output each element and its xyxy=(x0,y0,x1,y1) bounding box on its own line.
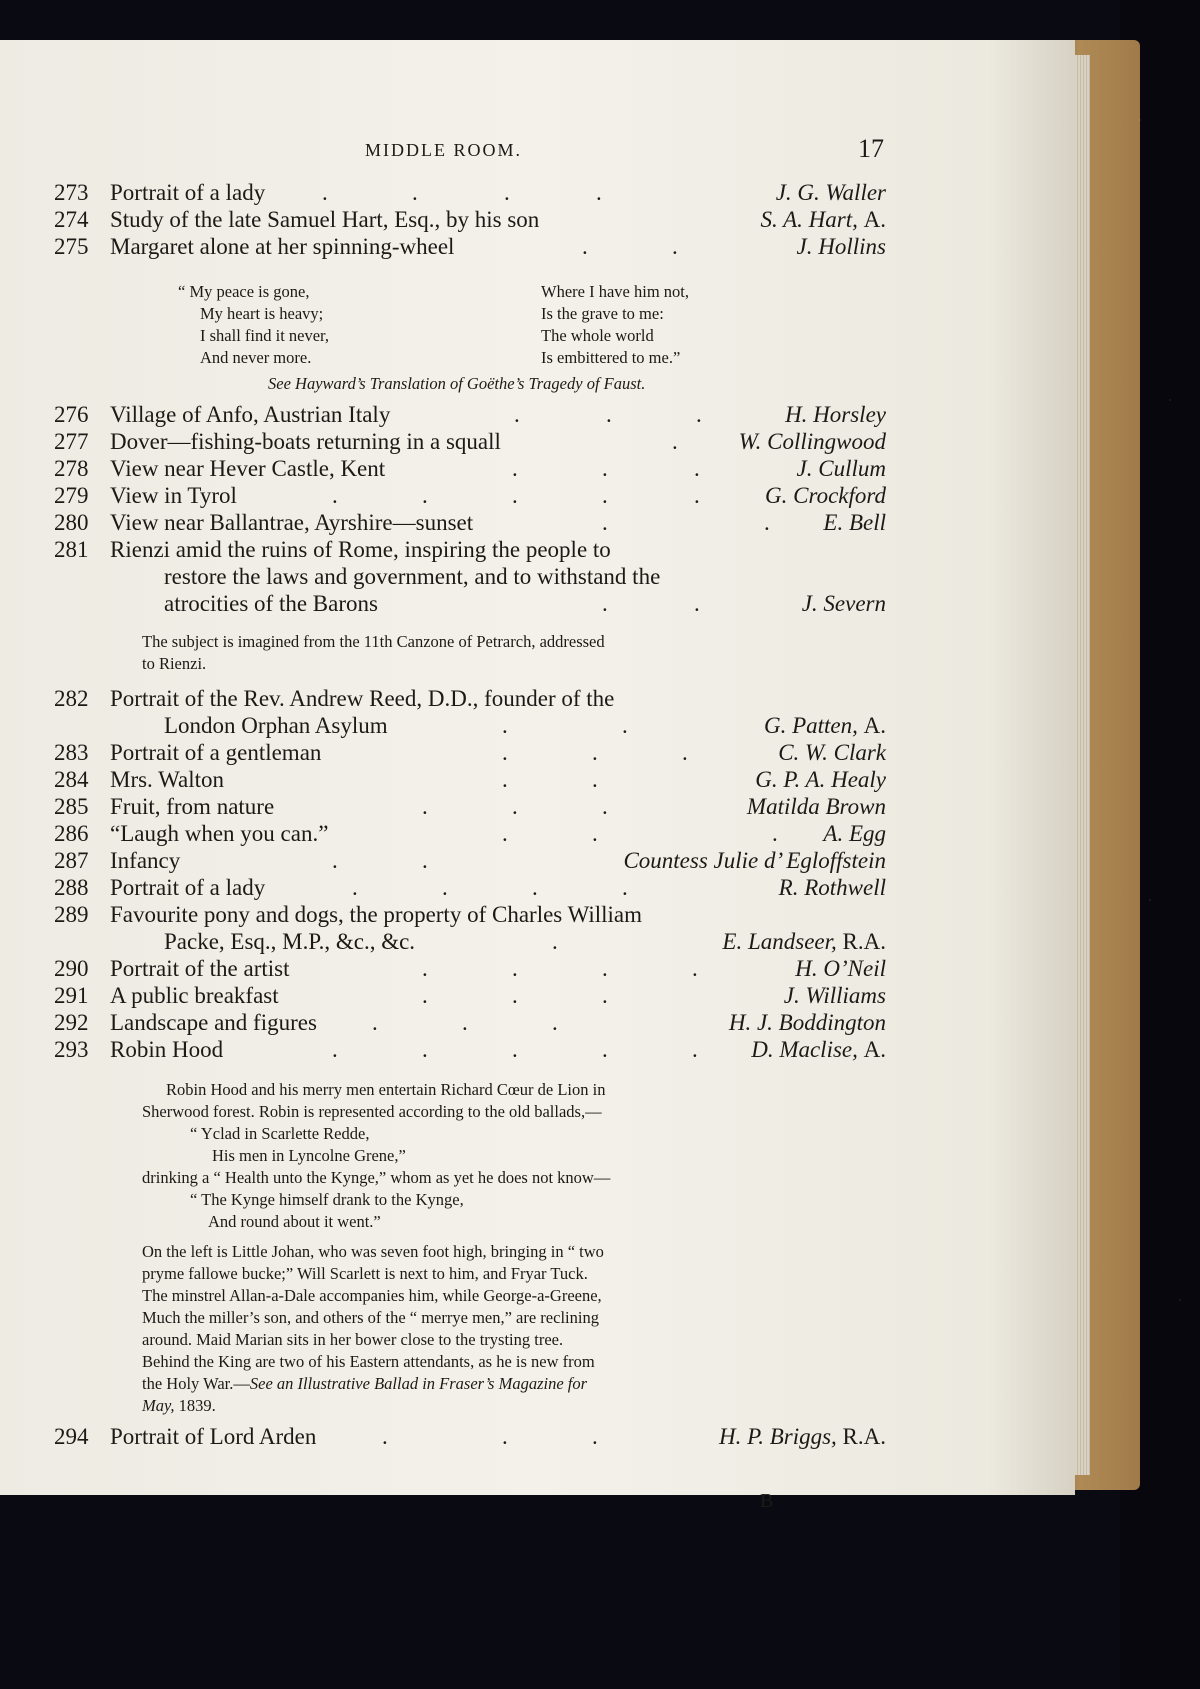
entry-title: Mrs. Walton xyxy=(110,767,225,792)
note-text: the Holy War.— xyxy=(142,1374,250,1393)
note-line: Much the miller’s son, and others of the “ merrye men,” are reclining xyxy=(142,1308,599,1327)
entry-title: View near Hever Castle, Kent xyxy=(110,456,386,481)
entry-artist: H. J. Boddington xyxy=(728,1010,886,1035)
note-line: And round about it went.” xyxy=(208,1212,381,1231)
catalogue-entry: 292 Landscape and figures . . . H. J. Boddington xyxy=(54,1010,886,1035)
entry-number: 276 xyxy=(54,402,89,427)
entry-title: Packe, Esq., M.P., &c., &c. xyxy=(164,929,416,954)
entry-title: atrocities of the Barons xyxy=(164,591,378,616)
catalogue-entry: 288 Portrait of a lady . . . . R. Rothwell xyxy=(54,875,886,900)
catalogue-entry: 277 Dover—fishing-boats returning in a squall . W. Collingwood xyxy=(54,429,886,454)
catalogue-entry xyxy=(54,902,886,930)
entry-artist: J. Hollins xyxy=(796,234,886,259)
note-citation: See an Illustrative Ballad in Fraser’s Magazine for xyxy=(249,1374,588,1393)
catalogue-entry: 284 Mrs. Walton . . G. P. A. Healy xyxy=(54,767,886,792)
entry-number: 291 xyxy=(54,983,89,1008)
academy-suffix: A. xyxy=(863,713,886,738)
entry-artist xyxy=(722,929,886,955)
entry-title: London Orphan Asylum xyxy=(164,713,388,738)
note-text: 1839. xyxy=(174,1396,216,1415)
entry-artist: G. P. A. Healy xyxy=(755,767,886,792)
entry-title: restore the laws and government, and to withstand the xyxy=(164,564,661,589)
entry-title: A public breakfast xyxy=(110,983,279,1008)
entry-number: 280 xyxy=(54,510,89,535)
entry-artist: J. Williams xyxy=(783,983,886,1008)
note-line xyxy=(142,1396,216,1416)
entry-number: 294 xyxy=(54,1424,89,1449)
catalogue-entry: 276 Village of Anfo, Austrian Italy . . . H. Horsley xyxy=(54,402,886,427)
verse-line: I shall find it never, xyxy=(200,326,330,345)
entry-artist: E. Bell xyxy=(823,510,886,535)
note-line: pryme fallowe bucke;” Will Scarlett is next to him, and Fryar Tuck. xyxy=(142,1264,588,1283)
entry-title: Study of the late Samuel Hart, Esq., by his son xyxy=(110,207,540,232)
note-citation: May, xyxy=(142,1396,175,1415)
verse-line: “ My peace is gone, xyxy=(178,282,310,301)
entry-number: 293 xyxy=(54,1037,89,1062)
catalogue-entry: 279 View in Tyrol . . . . . G. Crockford xyxy=(54,483,886,508)
academy-suffix: A. xyxy=(863,1037,886,1062)
entry-number: 278 xyxy=(54,456,89,481)
entry-number: 289 xyxy=(54,902,89,927)
catalogue-entry: 287 Infancy . . Countess Julie d’ Egloffstein xyxy=(54,848,886,873)
note-line: “ Yclad in Scarlette Redde, xyxy=(190,1124,370,1143)
entry-note: The subject is imagined from the 11th Canzone of Petrarch, addressed xyxy=(142,632,605,651)
entry-artist: Countess Julie d’ Egloffstein xyxy=(623,848,886,873)
note-line: Behind the King are two of his Eastern attendants, as he is new from xyxy=(142,1352,595,1371)
catalogue-entry: 293 Robin Hood . . . . . D. Maclise, A. xyxy=(54,1037,886,1062)
catalogue-entry xyxy=(54,686,886,714)
entry-number: 277 xyxy=(54,429,89,454)
entry-artist: J. Severn xyxy=(801,591,886,616)
entry-number: 292 xyxy=(54,1010,89,1035)
verse-line: Is embittered to me.” xyxy=(541,348,681,367)
note-line: drinking a “ Health unto the Kynge,” whom as yet he does not know— xyxy=(142,1168,611,1187)
artist-name: E. Landseer, xyxy=(722,929,837,954)
note-line: Sherwood forest. Robin is represented according to the old ballads,— xyxy=(142,1102,602,1121)
entry-title: Infancy xyxy=(110,848,181,873)
book-page xyxy=(0,40,1075,1512)
catalogue-entry xyxy=(54,537,886,565)
entry-artist xyxy=(719,1424,886,1450)
entry-artist xyxy=(761,207,886,233)
catalogue-entry-continued: Packe, Esq., M.P., &c., &c. . E. Landseer, R.A. xyxy=(164,929,886,954)
catalogue-entry: 283 Portrait of a gentleman . . . C. W. Clark xyxy=(54,740,886,765)
entry-title: Landscape and figures xyxy=(110,1010,317,1035)
artist-name: H. P. Briggs, xyxy=(719,1424,837,1449)
entry-title: Portrait of Lord Arden xyxy=(110,1424,317,1449)
verse-line: My heart is heavy; xyxy=(200,304,324,323)
entry-title: Portrait of the Rev. Andrew Reed, D.D., founder of the xyxy=(110,686,615,711)
entry-title: Portrait of a lady xyxy=(110,875,266,900)
entry-title: Dover—fishing-boats returning in a squall xyxy=(110,429,501,454)
entry-number: 283 xyxy=(54,740,89,765)
artist-name: S. A. Hart, xyxy=(760,207,858,232)
entry-title: Portrait of a gentleman xyxy=(110,740,322,765)
catalogue-entry-continued xyxy=(54,564,886,592)
entry-number: 274 xyxy=(54,207,89,232)
note-line: The minstrel Allan-a-Dale accompanies him, while George-a-Greene, xyxy=(142,1286,602,1305)
entry-number: 284 xyxy=(54,767,89,792)
entry-artist: C. W. Clark xyxy=(778,740,886,765)
catalogue-entry: 273 Portrait of a lady . . . . J. G. Waller xyxy=(54,180,886,205)
entry-artist: R. Rothwell xyxy=(778,875,886,900)
verse-line: The whole world xyxy=(541,326,654,345)
entry-artist: A. Egg xyxy=(823,821,886,846)
entry-title: “Laugh when you can.” xyxy=(110,821,329,846)
catalogue-entry: 294 Portrait of Lord Arden . . . H. P. Briggs, R.A. xyxy=(54,1424,886,1449)
signature-mark: B xyxy=(760,1490,774,1512)
entry-title: View in Tyrol xyxy=(110,483,237,508)
entry-number: 287 xyxy=(54,848,89,873)
note-line xyxy=(142,1374,587,1394)
catalogue-entry xyxy=(54,207,886,235)
entry-artist xyxy=(751,1037,886,1063)
artist-name: G. Patten, xyxy=(763,713,858,738)
note-line: On the left is Little Johan, who was seven foot high, bringing in “ two xyxy=(142,1242,604,1261)
academy-suffix: R.A. xyxy=(842,929,886,954)
entry-title: Rienzi amid the ruins of Rome, inspiring the people to xyxy=(110,537,611,562)
entry-title: View near Ballantrae, Ayrshire—sunset xyxy=(110,510,474,535)
note-line: His men in Lyncolne Grene,” xyxy=(212,1146,406,1165)
page-number: 17 xyxy=(858,134,884,163)
entry-artist: W. Collingwood xyxy=(738,429,886,454)
catalogue-entry: 290 Portrait of the artist . . . . H. O’Neil xyxy=(54,956,886,981)
verse-line: Is the grave to me: xyxy=(541,304,664,323)
catalogue-entry: 285 Fruit, from nature . . . Matilda Brown xyxy=(54,794,886,819)
catalogue-entry: 275 Margaret alone at her spinning-wheel . . J. Hollins xyxy=(54,234,886,259)
entry-artist xyxy=(764,713,886,739)
catalogue-entry: 286 “Laugh when you can.” . . . A. Egg xyxy=(54,821,886,846)
verse-line: Where I have him not, xyxy=(541,282,689,301)
entry-title: Favourite pony and dogs, the property of Charles William xyxy=(110,902,643,927)
note-line: Robin Hood and his merry men entertain Richard Cœur de Lion in xyxy=(166,1080,606,1099)
entry-number: 286 xyxy=(54,821,89,846)
catalogue-entry: 278 View near Hever Castle, Kent . . . J. Cullum xyxy=(54,456,886,481)
entry-title: Portrait of a lady xyxy=(110,180,266,205)
entry-number: 285 xyxy=(54,794,89,819)
entry-artist: J. G. Waller xyxy=(775,180,886,205)
entry-title: Margaret alone at her spinning-wheel xyxy=(110,234,455,259)
entry-title: Village of Anfo, Austrian Italy xyxy=(110,402,391,427)
entry-number: 281 xyxy=(54,537,89,562)
entry-artist: H. O’Neil xyxy=(795,956,886,981)
entry-number: 290 xyxy=(54,956,89,981)
catalogue-entry-continued: London Orphan Asylum . . G. Patten, A. xyxy=(164,713,886,738)
entry-number: 273 xyxy=(54,180,89,205)
entry-number: 279 xyxy=(54,483,89,508)
entry-number: 275 xyxy=(54,234,89,259)
entry-title: Fruit, from nature xyxy=(110,794,275,819)
entry-artist: Matilda Brown xyxy=(746,794,886,819)
artist-name: D. Maclise, xyxy=(751,1037,858,1062)
entry-artist: J. Cullum xyxy=(796,456,886,481)
entry-title: Portrait of the artist xyxy=(110,956,290,981)
verse-source: See Hayward’s Translation of Goëthe’s Tragedy of Faust. xyxy=(268,374,646,393)
entry-number: 288 xyxy=(54,875,89,900)
note-line: around. Maid Marian sits in her bower close to the trysting tree. xyxy=(142,1330,564,1349)
entry-artist: H. Horsley xyxy=(785,402,886,427)
running-title: MIDDLE ROOM. xyxy=(365,140,522,160)
entry-note: to Rienzi. xyxy=(142,654,207,673)
academy-suffix: A. xyxy=(863,207,886,232)
academy-suffix: R.A. xyxy=(842,1424,886,1449)
verse-line: And never more. xyxy=(200,348,312,367)
entry-artist: G. Crockford xyxy=(765,483,886,508)
catalogue-entry: 291 A public breakfast . . . J. Williams xyxy=(54,983,886,1008)
catalogue-entry-continued: atrocities of the Barons . . J. Severn xyxy=(164,591,886,616)
entry-title: Robin Hood xyxy=(110,1037,224,1062)
entry-number: 282 xyxy=(54,686,89,711)
catalogue-entry: 280 View near Ballantrae, Ayrshire—sunset . . E. Bell xyxy=(54,510,886,535)
note-line: “ The Kynge himself drank to the Kynge, xyxy=(190,1190,464,1209)
